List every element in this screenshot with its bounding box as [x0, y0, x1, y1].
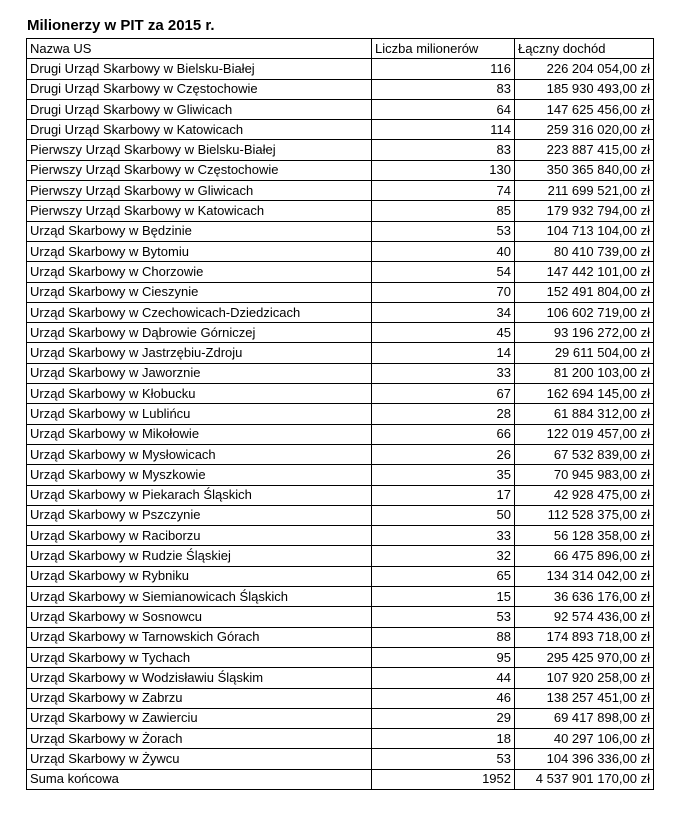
office-name-cell: Urząd Skarbowy w Zabrzu — [27, 688, 372, 708]
office-name-cell: Urząd Skarbowy w Piekarach Śląskich — [27, 485, 372, 505]
millionaire-count-cell: 14 — [372, 343, 515, 363]
millionaire-count-cell: 45 — [372, 323, 515, 343]
millionaire-count-cell: 83 — [372, 79, 515, 99]
table-row — [27, 424, 654, 444]
total-income-cell: 70 945 983,00 zł — [515, 465, 654, 485]
table-row — [27, 181, 654, 201]
millionaire-count-cell: 15 — [372, 587, 515, 607]
total-income-cell: 122 019 457,00 zł — [515, 424, 654, 444]
total-income-cell: 106 602 719,00 zł — [515, 302, 654, 322]
total-income-cell: 162 694 145,00 zł — [515, 384, 654, 404]
millionaire-count-cell: 88 — [372, 627, 515, 647]
total-income-cell: 104 396 336,00 zł — [515, 749, 654, 769]
table-row — [27, 160, 654, 180]
office-name-cell: Urząd Skarbowy w Siemianowicach Śląskich — [27, 587, 372, 607]
office-name-cell: Urząd Skarbowy w Żywcu — [27, 749, 372, 769]
table-row — [27, 647, 654, 667]
total-income-sum-cell: 4 537 901 170,00 zł — [515, 769, 654, 789]
millionaire-count-cell: 26 — [372, 444, 515, 464]
table-row — [27, 323, 654, 343]
millionaire-count-cell: 53 — [372, 221, 515, 241]
column-header-millionaire-count: Liczba milionerów — [372, 39, 515, 59]
office-name-cell: Urząd Skarbowy w Dąbrowie Górniczej — [27, 323, 372, 343]
millionaire-count-cell: 65 — [372, 566, 515, 586]
millionaire-count-cell: 70 — [372, 282, 515, 302]
total-income-cell: 69 417 898,00 zł — [515, 708, 654, 728]
table-row — [27, 384, 654, 404]
table-row — [27, 343, 654, 363]
millionaire-count-cell: 53 — [372, 749, 515, 769]
table-row — [27, 668, 654, 688]
office-name-cell: Urząd Skarbowy w Myszkowie — [27, 465, 372, 485]
office-name-cell: Urząd Skarbowy w Wodzisławiu Śląskim — [27, 668, 372, 688]
office-name-cell: Urząd Skarbowy w Mysłowicach — [27, 444, 372, 464]
table-row — [27, 587, 654, 607]
total-row — [27, 769, 654, 789]
table-row — [27, 302, 654, 322]
total-income-cell: 152 491 804,00 zł — [515, 282, 654, 302]
table-row — [27, 526, 654, 546]
millionaire-count-cell: 54 — [372, 262, 515, 282]
millionaire-count-cell: 114 — [372, 120, 515, 140]
office-name-cell: Urząd Skarbowy w Tarnowskich Górach — [27, 627, 372, 647]
office-name-cell: Urząd Skarbowy w Raciborzu — [27, 526, 372, 546]
table-row — [27, 201, 654, 221]
office-name-cell: Pierwszy Urząd Skarbowy w Katowicach — [27, 201, 372, 221]
total-income-cell: 29 611 504,00 zł — [515, 343, 654, 363]
table-row — [27, 79, 654, 99]
total-income-cell: 42 928 475,00 zł — [515, 485, 654, 505]
millionaire-count-cell: 83 — [372, 140, 515, 160]
millionaire-count-cell: 67 — [372, 384, 515, 404]
table-row — [27, 120, 654, 140]
millionaire-count-cell: 116 — [372, 59, 515, 79]
table-row — [27, 749, 654, 769]
office-name-cell: Urząd Skarbowy w Rybniku — [27, 566, 372, 586]
total-count-cell: 1952 — [372, 769, 515, 789]
table-row — [27, 221, 654, 241]
total-income-cell: 112 528 375,00 zł — [515, 505, 654, 525]
office-name-cell: Urząd Skarbowy w Tychach — [27, 647, 372, 667]
office-name-cell: Urząd Skarbowy w Sosnowcu — [27, 607, 372, 627]
total-income-cell: 107 920 258,00 zł — [515, 668, 654, 688]
millionaire-count-cell: 40 — [372, 241, 515, 261]
column-header-office-name: Nazwa US — [27, 39, 372, 59]
table-row — [27, 140, 654, 160]
table-row — [27, 465, 654, 485]
office-name-cell: Urząd Skarbowy w Żorach — [27, 729, 372, 749]
millionaire-count-cell: 85 — [372, 201, 515, 221]
total-income-cell: 40 297 106,00 zł — [515, 729, 654, 749]
total-income-cell: 66 475 896,00 zł — [515, 546, 654, 566]
table-header-row — [27, 39, 654, 59]
total-label-cell: Suma końcowa — [27, 769, 372, 789]
total-income-cell: 93 196 272,00 zł — [515, 323, 654, 343]
table-row — [27, 241, 654, 261]
office-name-cell: Pierwszy Urząd Skarbowy w Gliwicach — [27, 181, 372, 201]
total-income-cell: 56 128 358,00 zł — [515, 526, 654, 546]
total-income-cell: 92 574 436,00 zł — [515, 607, 654, 627]
total-income-cell: 61 884 312,00 zł — [515, 404, 654, 424]
millionaire-count-cell: 53 — [372, 607, 515, 627]
office-name-cell: Urząd Skarbowy w Pszczynie — [27, 505, 372, 525]
total-income-cell: 147 625 456,00 zł — [515, 99, 654, 119]
office-name-cell: Urząd Skarbowy w Bytomiu — [27, 241, 372, 261]
millionaire-count-cell: 35 — [372, 465, 515, 485]
office-name-cell: Drugi Urząd Skarbowy w Gliwicach — [27, 99, 372, 119]
office-name-cell: Urząd Skarbowy w Chorzowie — [27, 262, 372, 282]
millionaire-count-cell: 32 — [372, 546, 515, 566]
table-row — [27, 546, 654, 566]
table-row — [27, 729, 654, 749]
millionaire-count-cell: 34 — [372, 302, 515, 322]
millionaire-count-cell: 29 — [372, 708, 515, 728]
millionaire-count-cell: 95 — [372, 647, 515, 667]
office-name-cell: Urząd Skarbowy w Mikołowie — [27, 424, 372, 444]
office-name-cell: Urząd Skarbowy w Lublińcu — [27, 404, 372, 424]
office-name-cell: Drugi Urząd Skarbowy w Bielsku-Białej — [27, 59, 372, 79]
table-row — [27, 282, 654, 302]
total-income-cell: 134 314 042,00 zł — [515, 566, 654, 586]
millionaire-count-cell: 130 — [372, 160, 515, 180]
total-income-cell: 179 932 794,00 zł — [515, 201, 654, 221]
table-row — [27, 99, 654, 119]
office-name-cell: Drugi Urząd Skarbowy w Katowicach — [27, 120, 372, 140]
office-name-cell: Urząd Skarbowy w Zawierciu — [27, 708, 372, 728]
table-row — [27, 505, 654, 525]
millionaire-count-cell: 18 — [372, 729, 515, 749]
total-income-cell: 67 532 839,00 zł — [515, 444, 654, 464]
office-name-cell: Urząd Skarbowy w Jastrzębiu-Zdroju — [27, 343, 372, 363]
table-row — [27, 607, 654, 627]
office-name-cell: Pierwszy Urząd Skarbowy w Bielsku-Białej — [27, 140, 372, 160]
office-name-cell: Urząd Skarbowy w Czechowicach-Dziedzicach — [27, 302, 372, 322]
total-income-cell: 80 410 739,00 zł — [515, 241, 654, 261]
table-row — [27, 688, 654, 708]
total-income-cell: 147 442 101,00 zł — [515, 262, 654, 282]
table-row — [27, 485, 654, 505]
table-row — [27, 627, 654, 647]
table-row — [27, 59, 654, 79]
total-income-cell: 104 713 104,00 zł — [515, 221, 654, 241]
total-income-cell: 259 316 020,00 zł — [515, 120, 654, 140]
millionaire-count-cell: 33 — [372, 526, 515, 546]
total-income-cell: 36 636 176,00 zł — [515, 587, 654, 607]
office-name-cell: Pierwszy Urząd Skarbowy w Częstochowie — [27, 160, 372, 180]
office-name-cell: Urząd Skarbowy w Jaworznie — [27, 363, 372, 383]
total-income-cell: 174 893 718,00 zł — [515, 627, 654, 647]
office-name-cell: Urząd Skarbowy w Kłobucku — [27, 384, 372, 404]
millionaire-count-cell: 66 — [372, 424, 515, 444]
millionaire-count-cell: 74 — [372, 181, 515, 201]
total-income-cell: 211 699 521,00 zł — [515, 181, 654, 201]
table-row — [27, 444, 654, 464]
table-row — [27, 566, 654, 586]
total-income-cell: 350 365 840,00 zł — [515, 160, 654, 180]
total-income-cell: 185 930 493,00 zł — [515, 79, 654, 99]
total-income-cell: 223 887 415,00 zł — [515, 140, 654, 160]
millionaire-count-cell: 64 — [372, 99, 515, 119]
millionaire-count-cell: 33 — [372, 363, 515, 383]
table-row — [27, 262, 654, 282]
millionaires-table — [26, 38, 654, 790]
total-income-cell: 81 200 103,00 zł — [515, 363, 654, 383]
office-name-cell: Drugi Urząd Skarbowy w Częstochowie — [27, 79, 372, 99]
office-name-cell: Urząd Skarbowy w Rudzie Śląskiej — [27, 546, 372, 566]
table-row — [27, 404, 654, 424]
millionaire-count-cell: 44 — [372, 668, 515, 688]
total-income-cell: 295 425 970,00 zł — [515, 647, 654, 667]
table-row — [27, 363, 654, 383]
table-body — [27, 39, 654, 790]
millionaire-count-cell: 17 — [372, 485, 515, 505]
column-header-total-income: Łączny dochód — [515, 39, 654, 59]
table-row — [27, 708, 654, 728]
total-income-cell: 138 257 451,00 zł — [515, 688, 654, 708]
office-name-cell: Urząd Skarbowy w Cieszynie — [27, 282, 372, 302]
millionaire-count-cell: 46 — [372, 688, 515, 708]
millionaire-count-cell: 50 — [372, 505, 515, 525]
page-title: Milionerzy w PIT za 2015 r. — [27, 17, 215, 34]
office-name-cell: Urząd Skarbowy w Będzinie — [27, 221, 372, 241]
millionaire-count-cell: 28 — [372, 404, 515, 424]
total-income-cell: 226 204 054,00 zł — [515, 59, 654, 79]
